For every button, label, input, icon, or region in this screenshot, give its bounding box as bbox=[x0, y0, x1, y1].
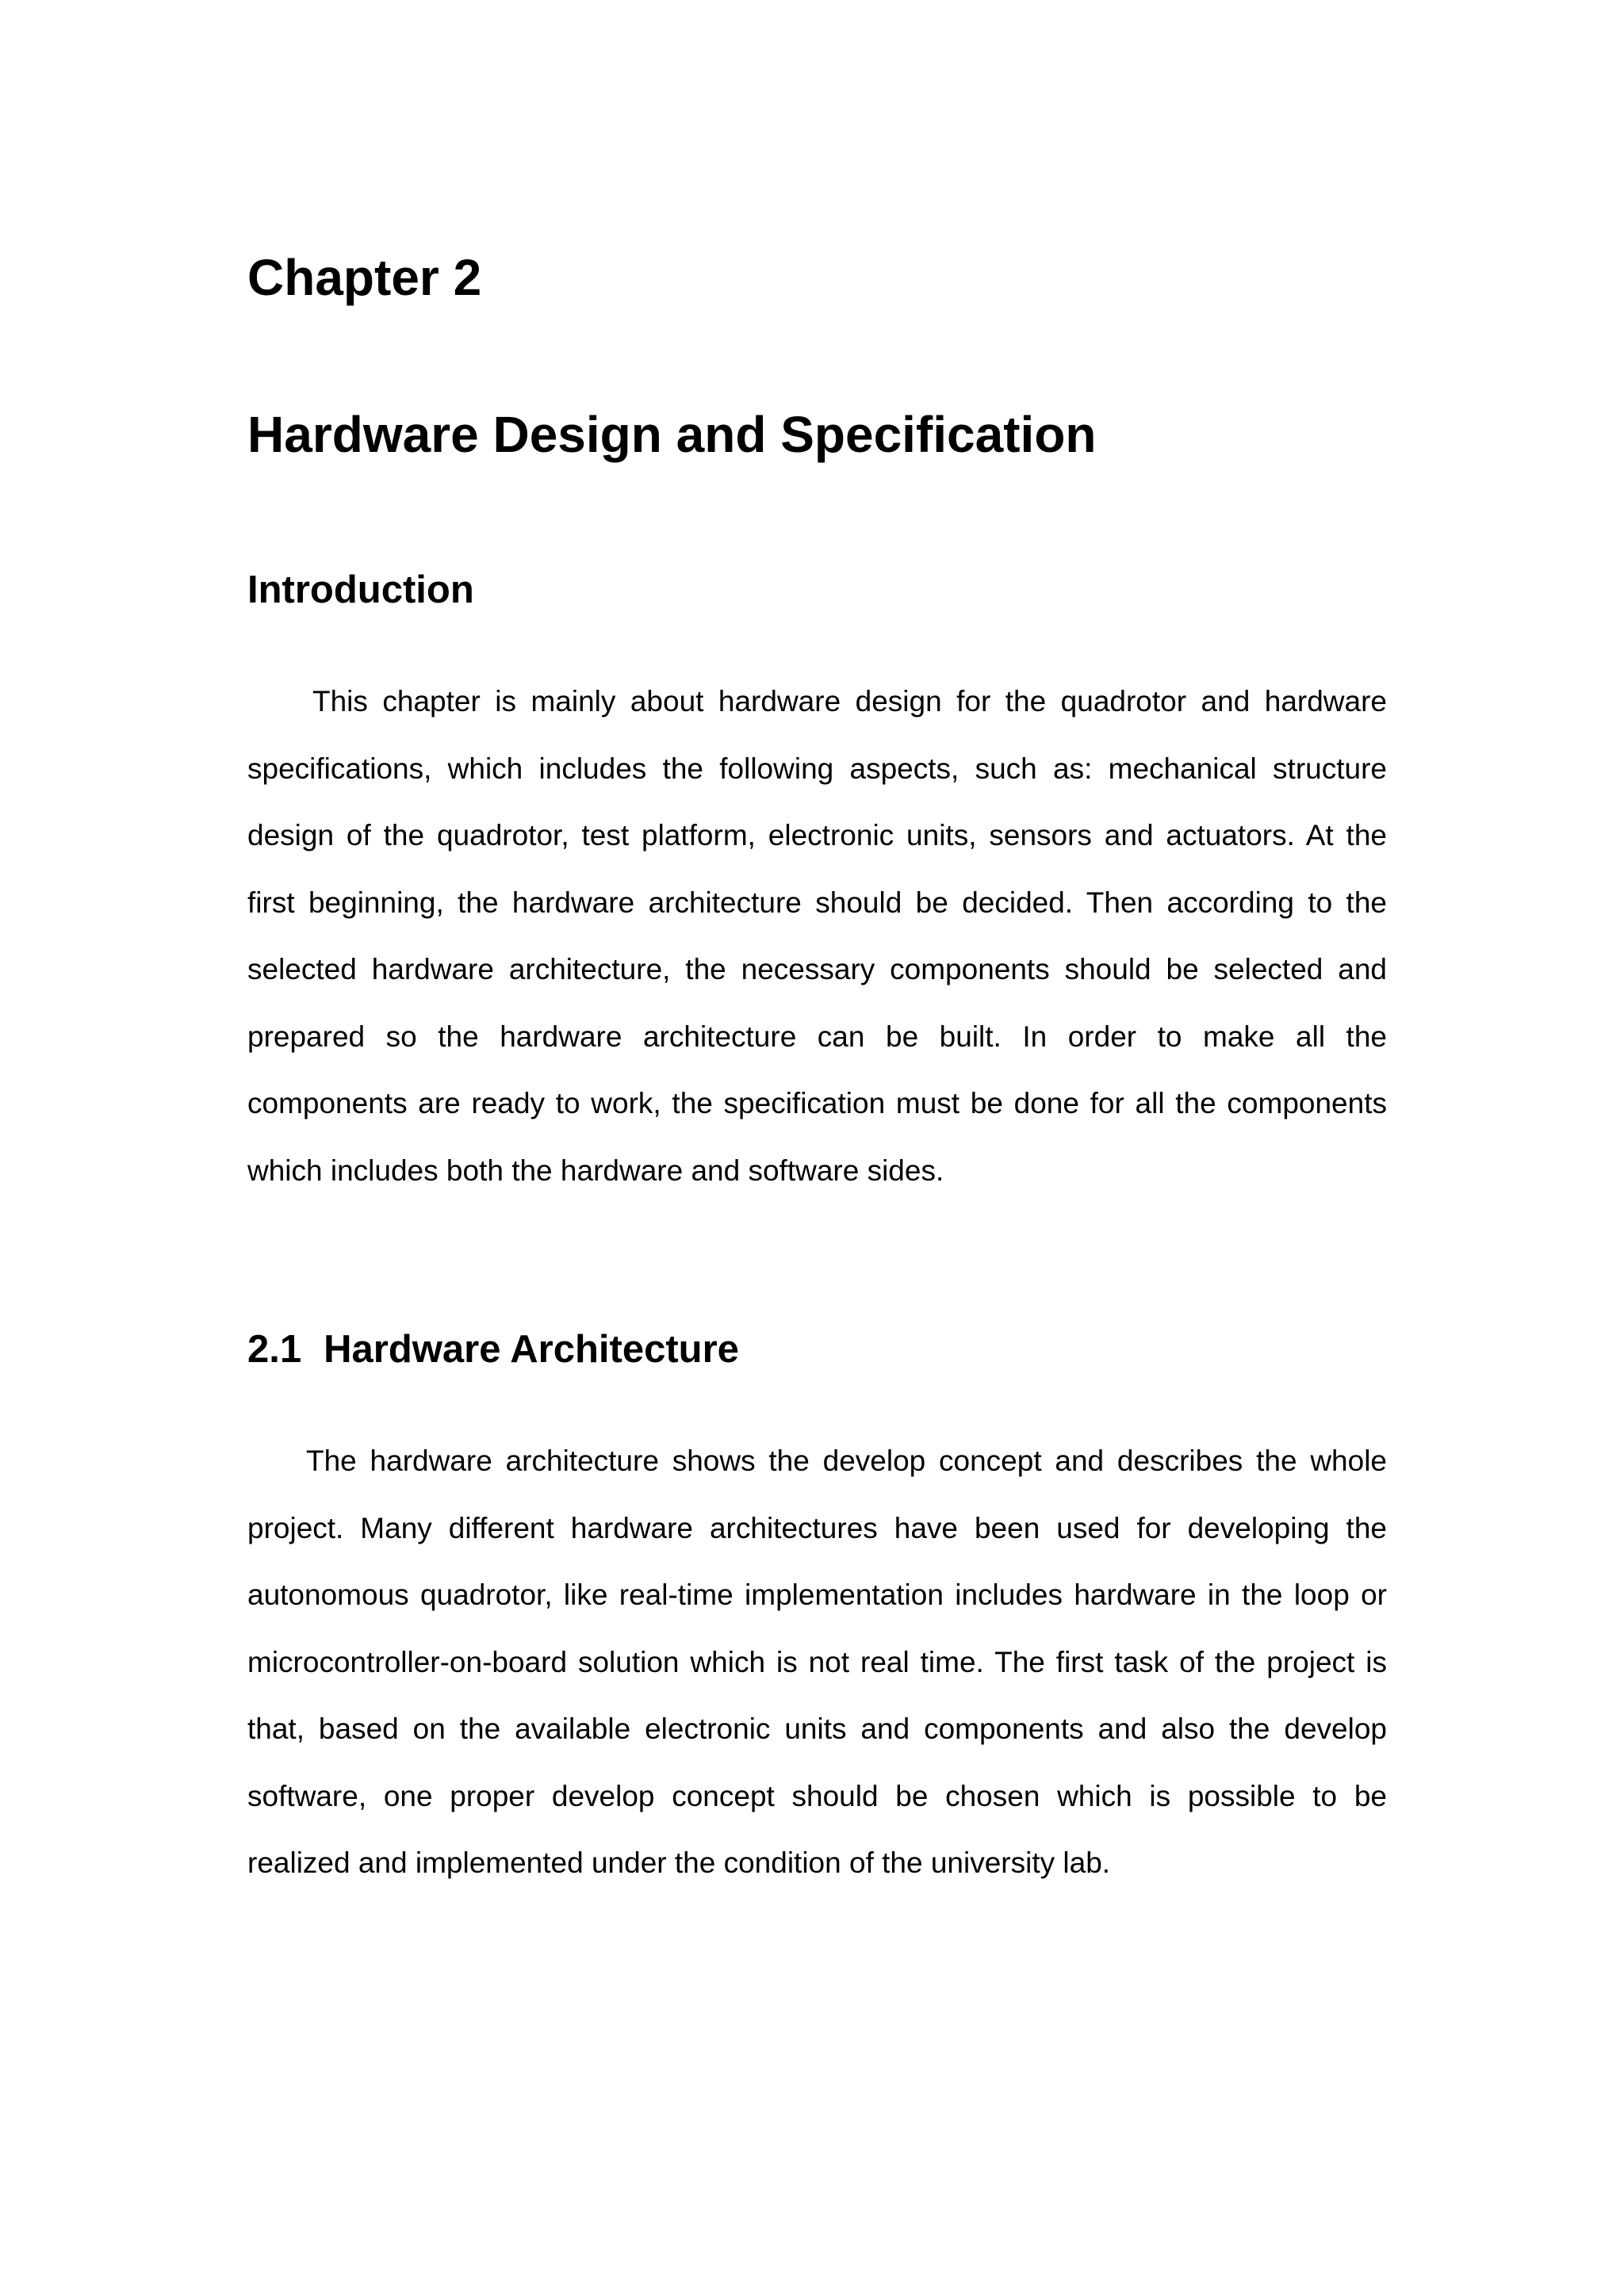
section-heading-introduction bbox=[247, 562, 474, 618]
chapter-title: Hardware Design and Specification bbox=[247, 405, 1097, 463]
section-heading-text: Hardware Architecture bbox=[324, 1327, 739, 1371]
hardware-architecture-paragraph: The hardware architecture shows the develop concept and describes the whole project. Many different hardware architectures have been used for developing the autonomous quadrotor, like real-time implementation includes hardware in the loop or microcontroller-on-board solution which is not real time. The first task of the project is that, based on the available electronic units and components and also the develop software, one proper develop concept should be chosen which is possible to be realized and implemented under the condition of the university lab. bbox=[247, 1445, 1387, 1879]
section-heading-hardware-architecture bbox=[247, 1322, 739, 1377]
chapter-number: Chapter 2 bbox=[247, 248, 482, 306]
section-heading-text: Introduction bbox=[247, 568, 474, 611]
introduction-paragraph: This chapter is mainly about hardware design for the quadrotor and hardware specifications, which includes the following aspects, such as: mechanical structure design of the quadrotor, test platform, electronic units, sensors and actuators. At the first beginning, the hardware architecture should be decided. Then according to the selected hardware architecture, the necessary components should be selected and prepared so the hardware architecture can be built. In order to make all the components are ready to work, the specification must be done for all the components which includes both the hardware and software sides. bbox=[247, 685, 1387, 1187]
section-number: 2.1 bbox=[247, 1327, 302, 1371]
